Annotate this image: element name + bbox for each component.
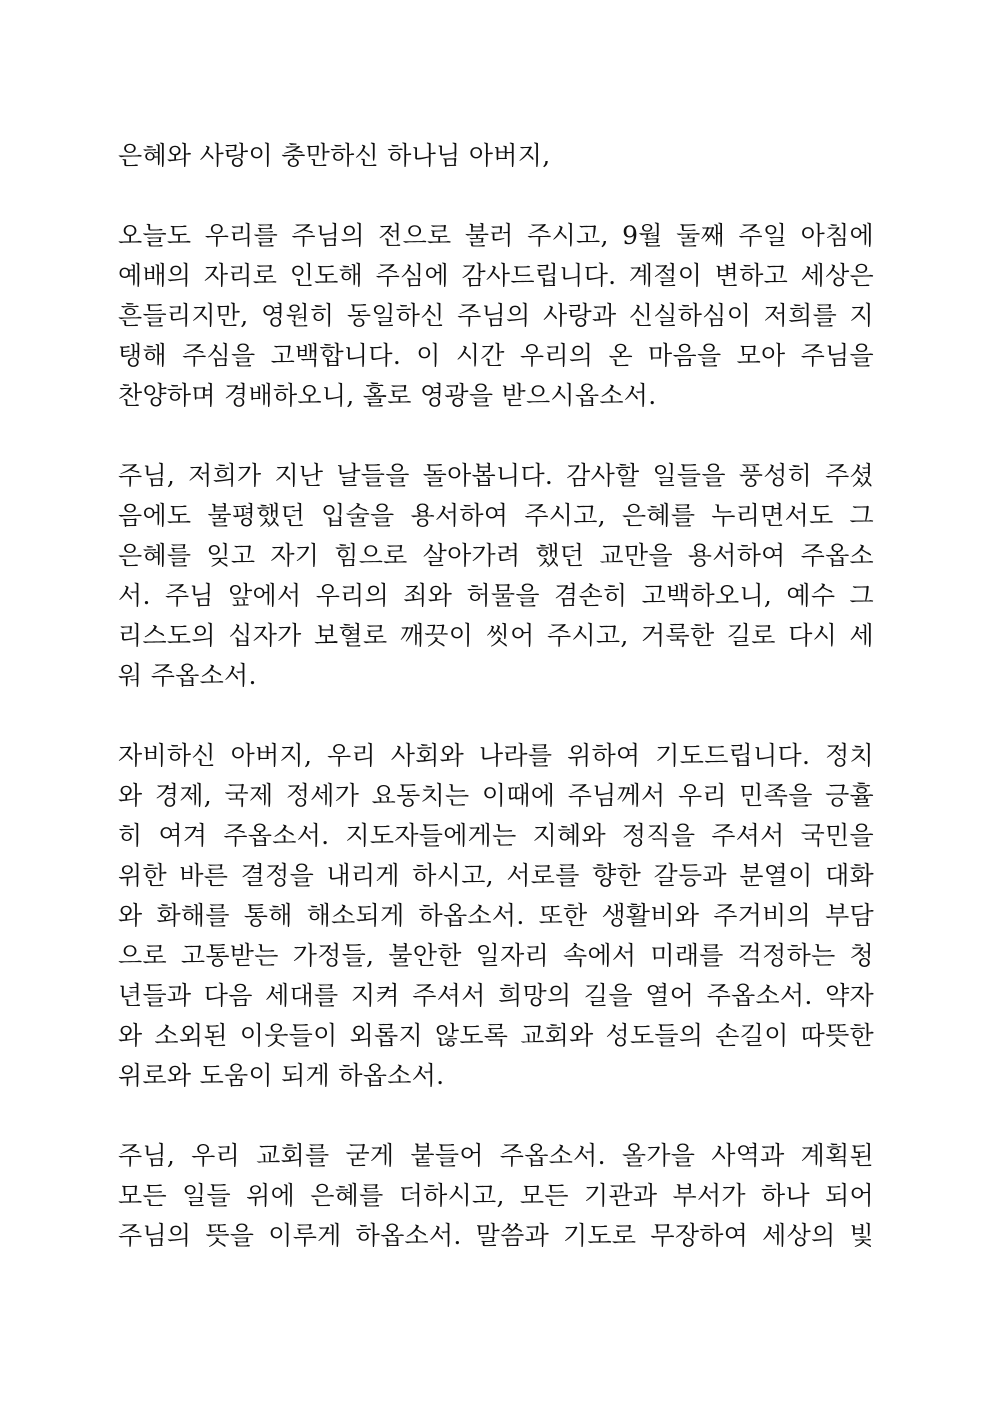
text-line: 오늘도 우리를 주님의 전으로 불러 주시고, 9월 둘째 주일 아침에	[118, 221, 874, 250]
paragraph-thanksgiving	[118, 216, 874, 416]
text-line: 와 화해를 통해 해소되게 하옵소서. 또한 생활비와 주거비의 부담	[118, 901, 874, 930]
text-line: 리스도의 십자가 보혈로 깨끗이 씻어 주시고, 거룩한 길로 다시 세	[118, 621, 874, 650]
text-line: 주님, 저희가 지난 날들을 돌아봅니다. 감사할 일들을 풍성히 주셨	[118, 461, 874, 490]
text-line: 위한 바른 결정을 내리게 하시고, 서로를 향한 갈등과 분열이 대화	[118, 861, 874, 890]
text-line: 흔들리지만, 영원히 동일하신 주님의 사랑과 신실하심이 저희를 지	[118, 301, 874, 330]
text-line: 으로 고통받는 가정들, 불안한 일자리 속에서 미래를 걱정하는 청	[118, 941, 874, 970]
text-line: 와 경제, 국제 정세가 요동치는 이때에 주님께서 우리 민족을 긍휼	[118, 781, 874, 810]
paragraph-gap	[118, 176, 874, 216]
prayer-text	[118, 136, 874, 1256]
text-line: 예배의 자리로 인도해 주심에 감사드립니다. 계절이 변하고 세상은	[118, 261, 874, 290]
paragraph-nation	[118, 736, 874, 1096]
paragraph-confession	[118, 456, 874, 696]
greeting-line: 은혜와 사랑이 충만하신 하나님 아버지,	[118, 141, 551, 170]
paragraph-church	[118, 1136, 874, 1256]
text-line: 주님, 우리 교회를 굳게 붙들어 주옵소서. 올가을 사역과 계획된	[118, 1141, 874, 1170]
paragraph-gap	[118, 696, 874, 736]
text-line: 서. 주님 앞에서 우리의 죄와 허물을 겸손히 고백하오니, 예수 그	[118, 581, 874, 610]
text-line: 음에도 불평했던 입술을 용서하여 주시고, 은혜를 누리면서도 그	[118, 501, 874, 530]
text-line: 모든 일들 위에 은혜를 더하시고, 모든 기관과 부서가 하나 되어	[118, 1181, 874, 1210]
text-line: 탱해 주심을 고백합니다. 이 시간 우리의 온 마음을 모아 주님을	[118, 341, 874, 370]
text-line: 은혜를 잊고 자기 힘으로 살아가려 했던 교만을 용서하여 주옵소	[118, 541, 874, 570]
paragraph-gap	[118, 1096, 874, 1136]
text-line: 히 여겨 주옵소서. 지도자들에게는 지혜와 정직을 주셔서 국민을	[118, 821, 874, 850]
paragraph-gap	[118, 416, 874, 456]
text-line: 자비하신 아버지, 우리 사회와 나라를 위하여 기도드립니다. 정치	[118, 741, 874, 770]
text-line: 와 소외된 이웃들이 외롭지 않도록 교회와 성도들의 손길이 따뜻한	[118, 1021, 874, 1050]
text-line: 찬양하며 경배하오니, 홀로 영광을 받으시옵소서.	[118, 381, 657, 410]
text-line: 위로와 도움이 되게 하옵소서.	[118, 1061, 445, 1090]
text-line: 주님의 뜻을 이루게 하옵소서. 말씀과 기도로 무장하여 세상의 빛	[118, 1221, 874, 1250]
text-line: 워 주옵소서.	[118, 661, 257, 690]
text-line: 년들과 다음 세대를 지켜 주셔서 희망의 길을 열어 주옵소서. 약자	[118, 981, 874, 1010]
